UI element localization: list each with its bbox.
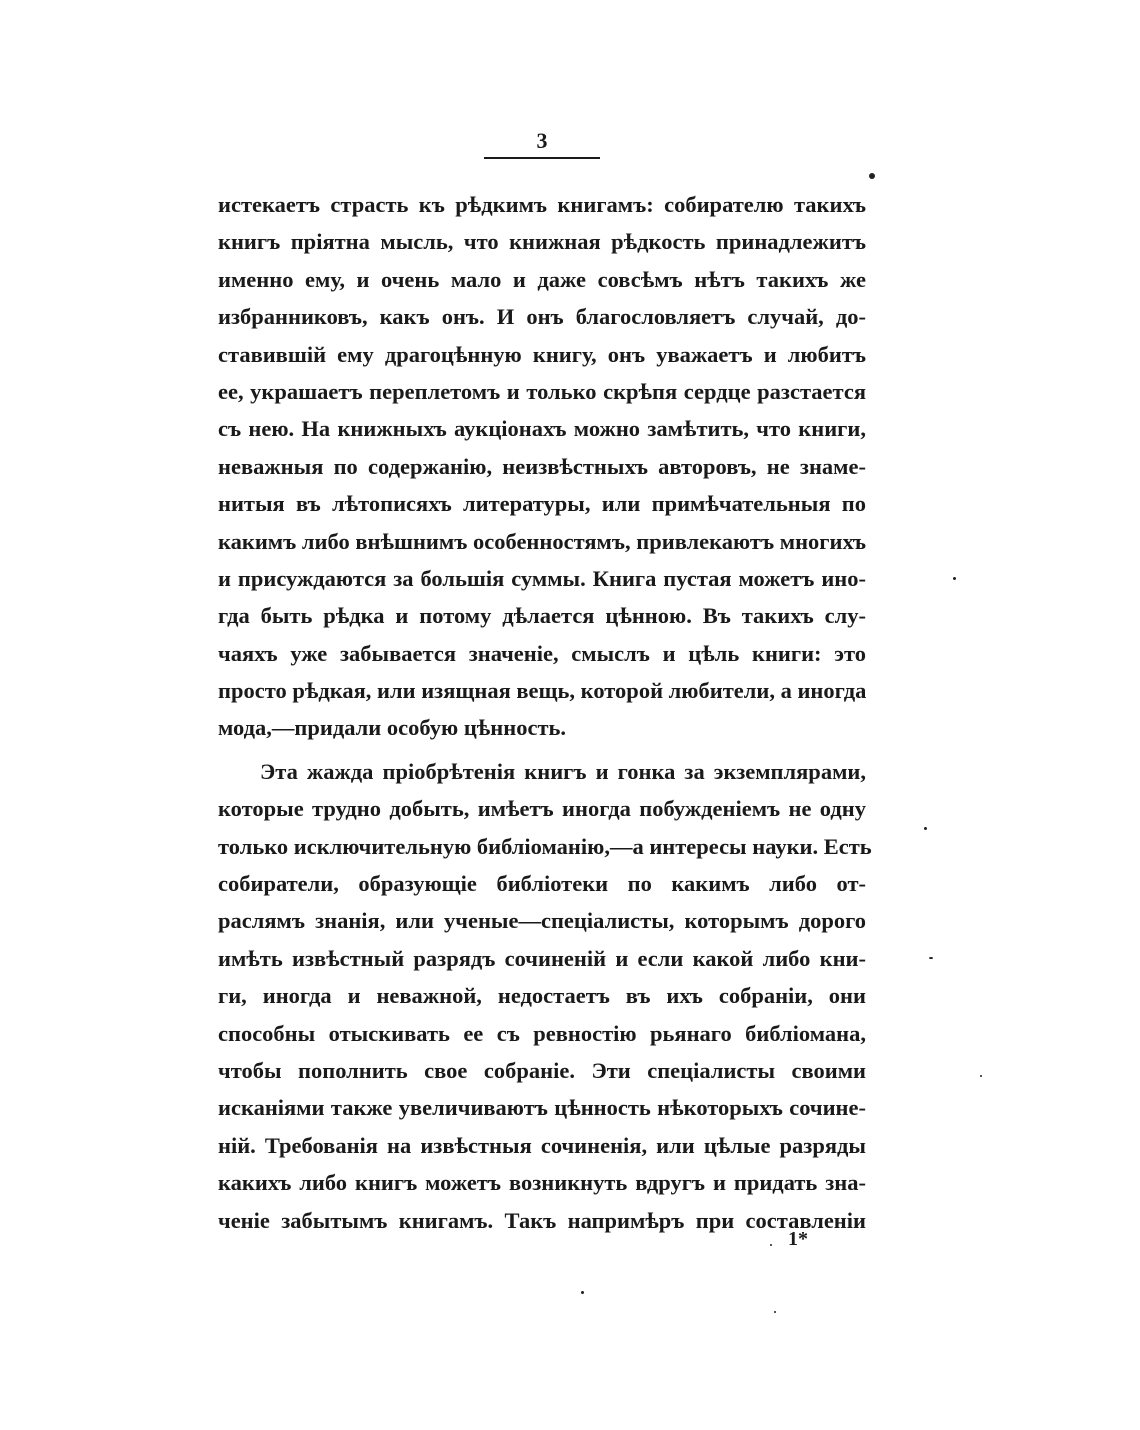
text-line: какимъ либо внѣшнимъ особенностямъ, привлекаютъ многихъ [218,528,866,554]
text-line: истекаетъ страсть къ рѣдкимъ книгамъ: собирателю такихъ [218,192,866,217]
text-line: съ нею. На книжныхъ аукціонахъ можно замѣтить, что книги, [218,416,866,442]
text-line: ги, иногда и неважной, недостаетъ въ ихъ собраніи, они [218,983,866,1009]
text-line: ній. Требованія на извѣстныя сочиненія, или цѣлые разряды [218,1132,866,1158]
paragraph-1 [218,186,866,747]
text-line: ставившій ему драгоцѣнную книгу, онъ уважаетъ и любитъ [218,341,866,367]
text-line: раслямъ знанія, или ученые—спеціалисты, которымъ дорого [218,908,866,934]
text-line: только исключительную библіоманію,—а интересы науки. Есть [218,833,872,859]
print-speck [929,957,933,959]
text-line: книгъ пріятна мысль, что книжная рѣдкость принадлежитъ [218,229,866,255]
text-line: чтобы пополнить свое собраніе. Эти спеціалисты своими [218,1057,866,1083]
body-text [218,186,872,1239]
text-line: нитыя въ лѣтописяхъ литературы, или примѣчательныя по [218,491,866,517]
text-line: ченіе забытымъ книгамъ. Такъ напримѣръ при составленіи [218,1207,866,1233]
text-line: способны отыскивать ее съ ревностію рьянаго библіомана, [218,1020,866,1046]
page-number: 3 [536,128,548,153]
text-line: ее, украшаетъ переплетомъ и только скрѣпя сердце разстается [218,378,866,404]
text-line: какихъ либо книгъ можетъ возникнуть вдругъ и придать зна- [218,1170,866,1196]
text-line: избранниковъ, какъ онъ. И онъ благословляетъ случай, до- [218,304,866,330]
text-line: чаяхъ уже забывается значеніе, смыслъ и цѣль книги: это [218,640,866,666]
text-line: исканіями также увеличиваютъ цѣнность нѣкоторыхъ сочине- [218,1095,866,1121]
text-line: которые трудно добыть, имѣетъ иногда побужденіемъ не одну [218,796,866,822]
text-line: просто рѣдкая, или изящная вещь, которой любители, а иногда [218,678,867,704]
print-speck [770,1244,772,1246]
text-line: неважныя по содержанію, неизвѣстныхъ авторовъ, не знаме- [218,453,866,479]
text-line: мода,—придали особую цѣнность. [218,715,567,741]
paragraph-2 [218,753,872,1239]
text-line: гда быть рѣдка и потому дѣлается цѣнною. Въ такихъ слу- [218,603,866,629]
print-speck [980,1075,982,1077]
print-speck [953,577,956,580]
print-speck [869,173,875,179]
text-line: именно ему, и очень мало и даже совсѣмъ нѣтъ такихъ же [218,266,866,292]
print-speck [924,827,927,830]
text-line: имѣть извѣстный разрядъ сочиненій и если какой либо кни- [218,945,866,971]
text-line: и присуждаются за большія суммы. Книга пустая можетъ ино- [218,565,866,591]
text-line: собиратели, образующіе библіотеки по какимъ либо от- [218,871,866,897]
print-speck [581,1291,584,1294]
header-rule [484,157,600,159]
signature-mark: 1* [788,1228,808,1250]
text-line: Эта жажда пріобрѣтенія книгъ и гонка за экземплярами, [260,758,866,784]
print-speck [774,1311,776,1313]
